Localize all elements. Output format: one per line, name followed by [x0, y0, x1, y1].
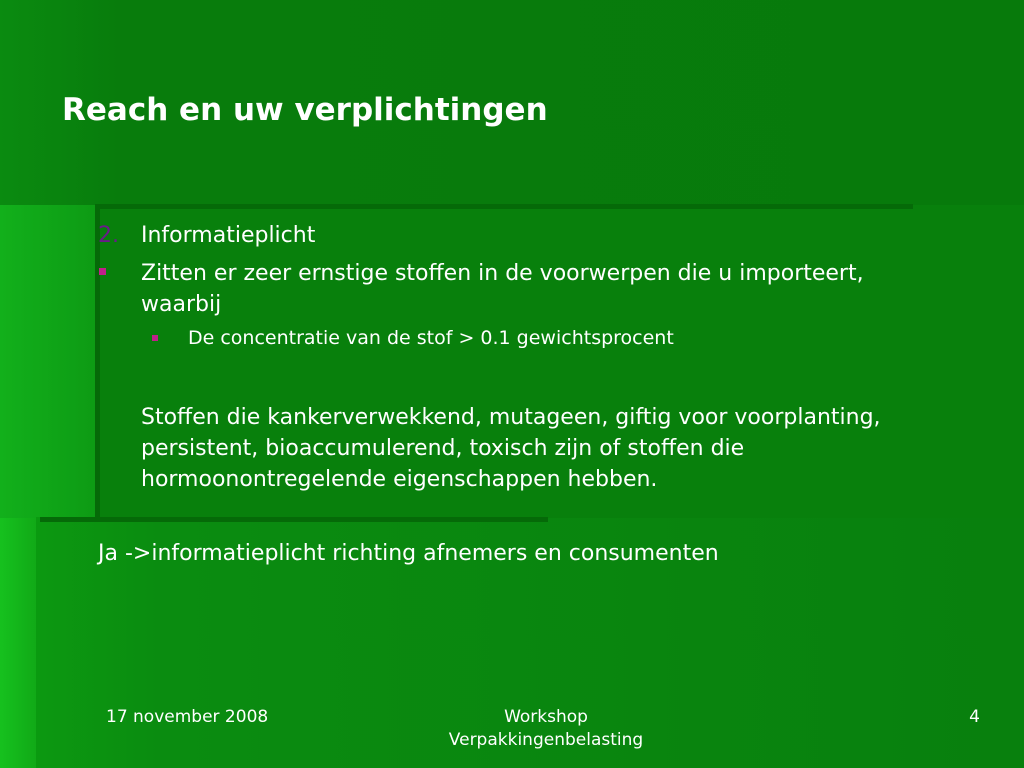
- footer-title-line2: Verpakkingenbelasting: [448, 730, 644, 750]
- footer-date: 17 november 2008: [106, 707, 269, 727]
- list-item-zeer-ernstige-stoffen: Zitten er zeer ernstige stoffen in de voorwerpen die u importeert, waarbij: [141, 261, 864, 317]
- conclusion-text: Ja ->informatieplicht richting afnemers en consumenten: [98, 541, 719, 566]
- sub-item-concentratie: De concentratie van de stof > 0.1 gewichtsprocent: [188, 327, 674, 349]
- square-bullet-icon: [152, 335, 158, 341]
- divider-lower-left: [36, 517, 40, 768]
- slide-number: 4: [969, 707, 980, 727]
- divider-top: [95, 204, 913, 209]
- square-bullet-icon: [99, 268, 106, 275]
- list-number: 2.: [98, 223, 119, 248]
- list-item-informatieplicht: Informatieplicht: [141, 223, 316, 248]
- body-paragraph: Stoffen die kankerverwekkend, mutageen, giftig voor voorplanting, persistent, bioaccumulerend, toxisch zijn of stoffen die hormoonontregelende eigenschappen hebben.: [141, 405, 881, 492]
- divider-bottom: [40, 517, 548, 522]
- background-lower-left-band: [0, 518, 40, 768]
- footer-title-line1: Workshop: [504, 707, 588, 727]
- footer-title: [406, 706, 686, 752]
- slide-title: Reach en uw verplichtingen: [62, 92, 548, 128]
- background-left-band: [0, 205, 95, 518]
- divider-left: [95, 204, 100, 522]
